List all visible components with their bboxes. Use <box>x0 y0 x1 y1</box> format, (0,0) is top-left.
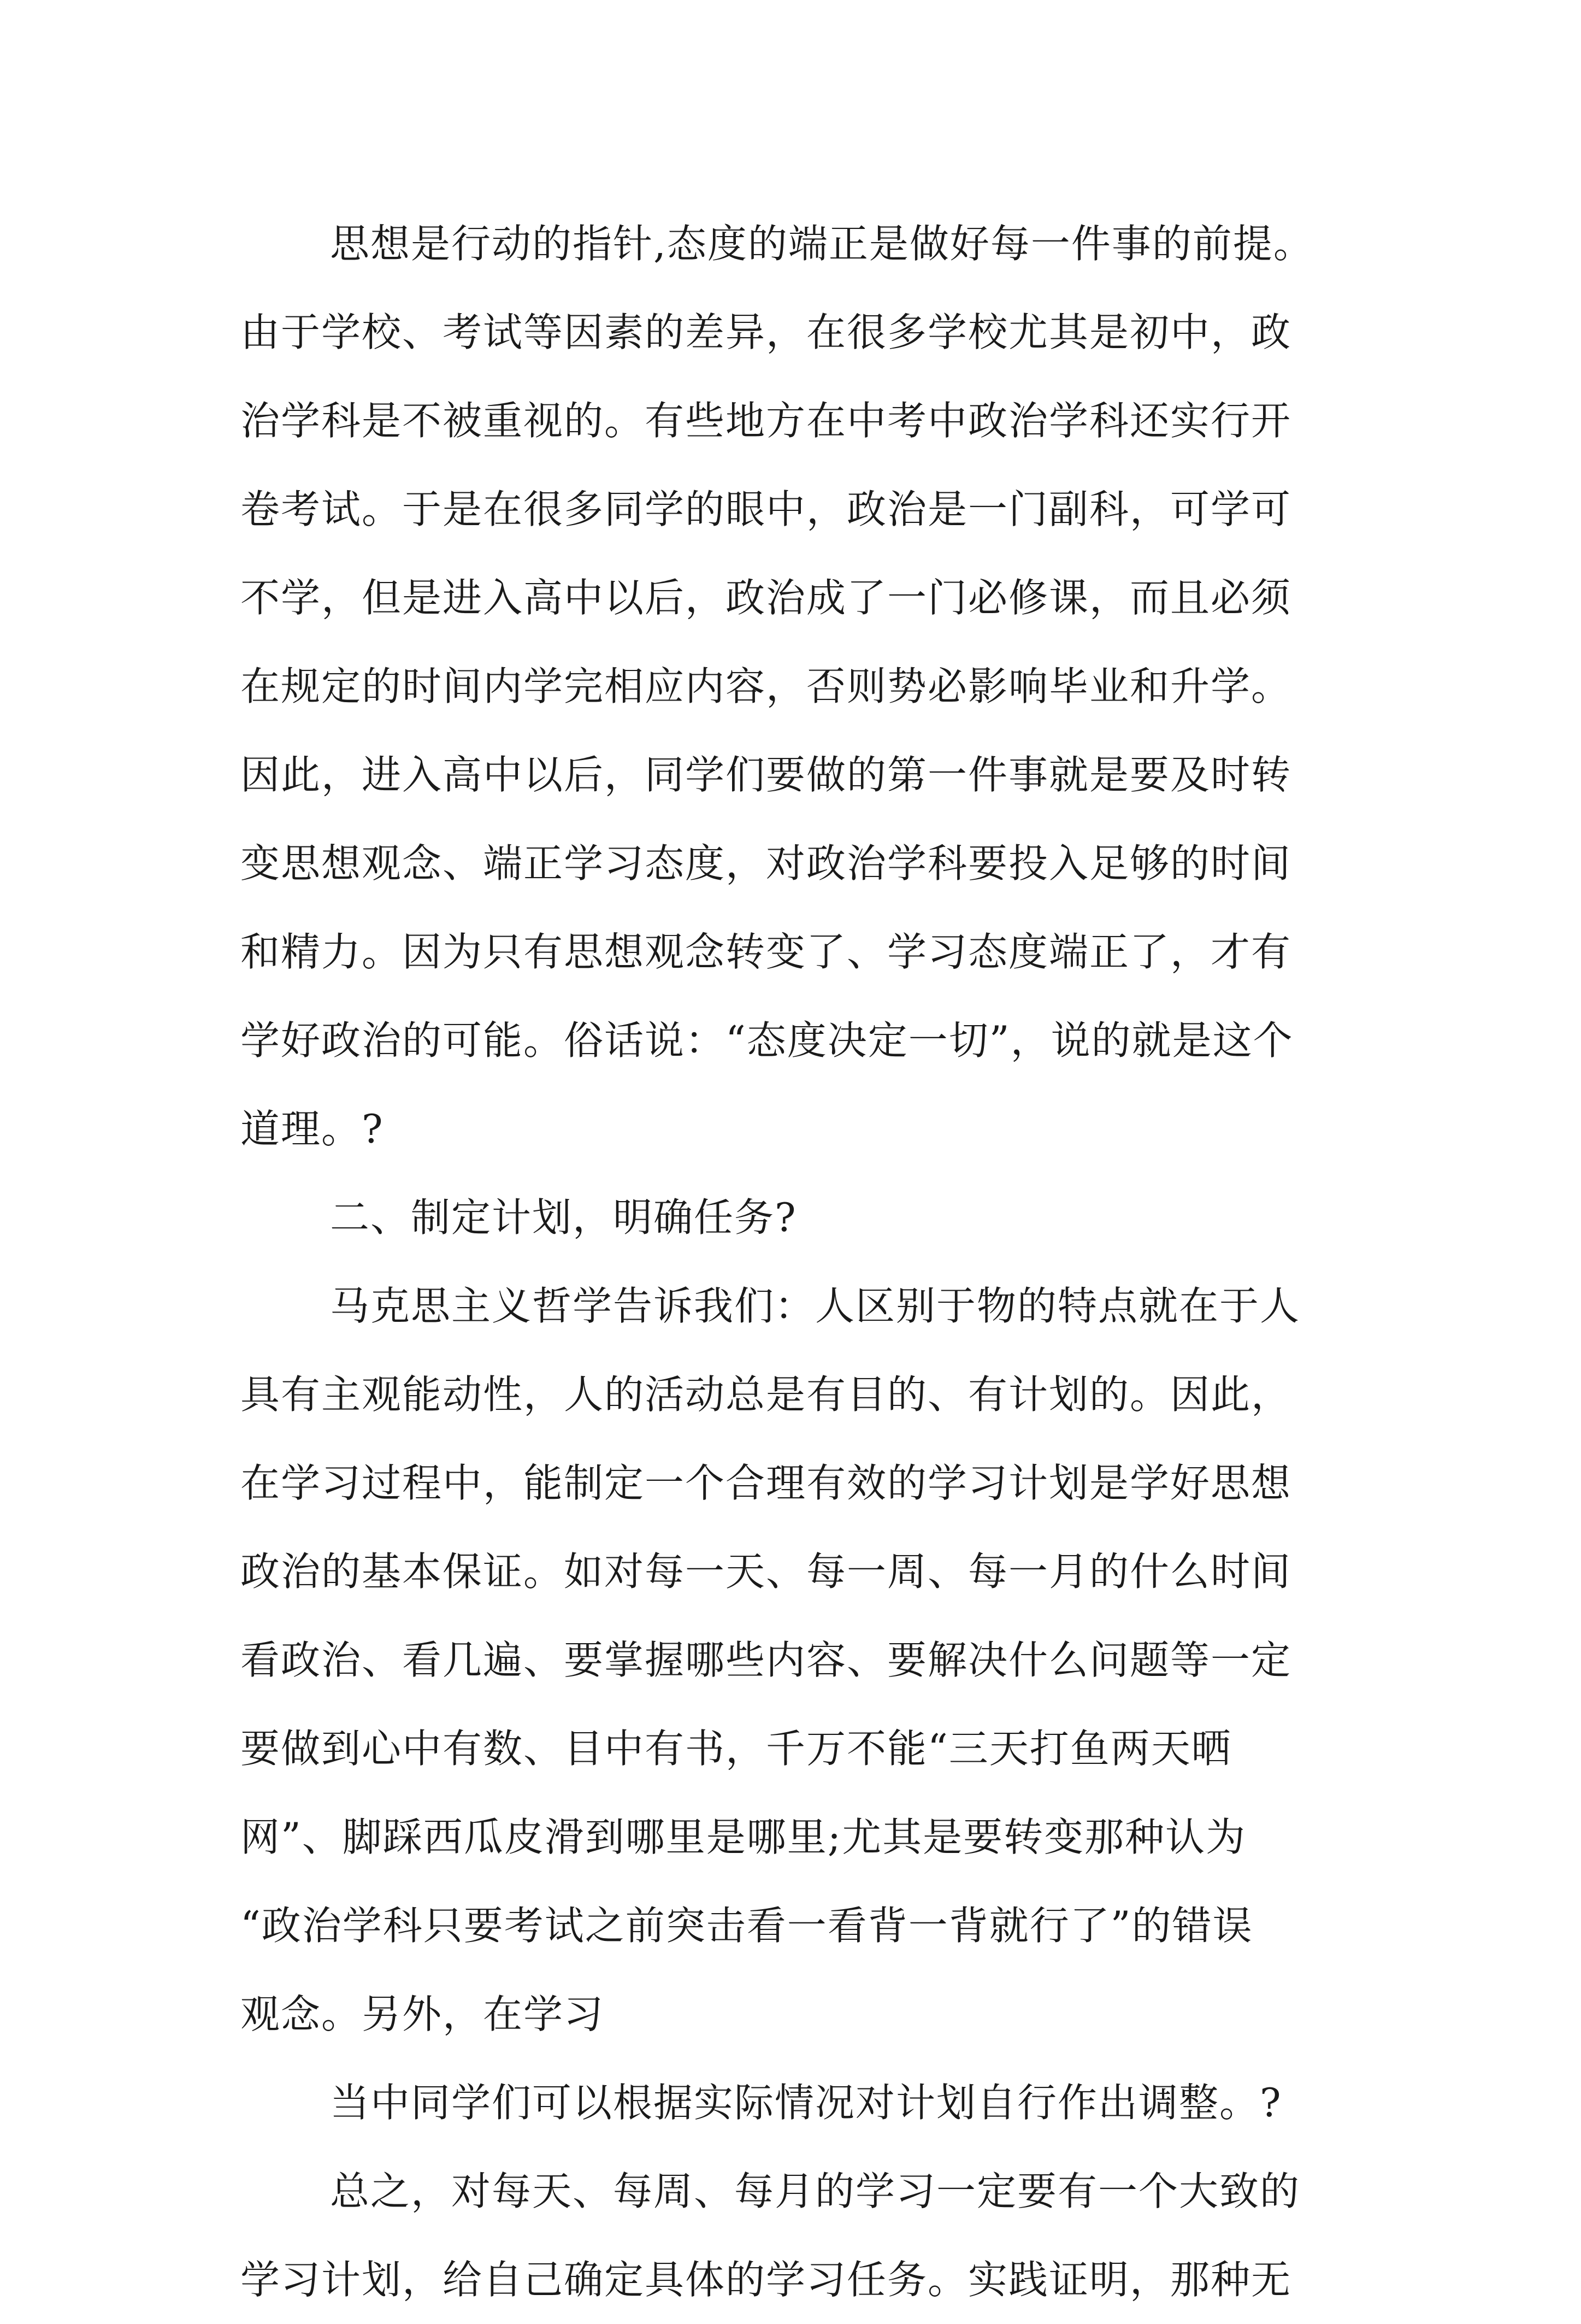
text-line: 因此，进入高中以后，同学们要做的第一件事就是要及时转 <box>240 752 1292 798</box>
text-line: 道理。? <box>240 1106 384 1152</box>
text-line: 在规定的时间内学完相应内容，否则势必影响毕业和升学。 <box>240 663 1292 709</box>
text-line: 思想是行动的指针,态度的端正是做好每一件事的前提。 <box>330 221 1314 267</box>
text-line: 马克思主义哲学告诉我们：人区别于物的特点就在于人 <box>330 1283 1301 1329</box>
text-line: 网”、脚踩西瓜皮滑到哪里是哪里;尤其是要转变那种认为 <box>240 1814 1247 1860</box>
text-line: 学好政治的可能。俗话说：“态度决定一切”，说的就是这个 <box>240 1017 1294 1063</box>
text-line: “政治学科只要考试之前突击看一看背一背就行了”的错误 <box>240 1903 1253 1949</box>
section-heading: 二、制定计划，明确任务? <box>330 1195 797 1240</box>
text-line: 和精力。因为只有思想观念转变了、学习态度端正了，才有 <box>240 929 1292 975</box>
text-line: 政治的基本保证。如对每一天、每一周、每一月的什么时间 <box>240 1549 1292 1595</box>
text-line: 总之，对每天、每周、每月的学习一定要有一个大致的 <box>330 2168 1301 2214</box>
text-line: 具有主观能动性，人的活动总是有目的、有计划的。因此， <box>240 1372 1292 1417</box>
text-line: 看政治、看几遍、要掌握哪些内容、要解决什么问题等一定 <box>240 1637 1292 1683</box>
text-line: 学习计划，给自己确定具体的学习任务。实践证明，那种无 <box>240 2257 1292 2303</box>
text-line: 要做到心中有数、目中有书，千万不能“三天打鱼两天晒 <box>240 1726 1232 1772</box>
text-line: 不学，但是进入高中以后，政治成了一门必修课，而且必须 <box>240 575 1292 621</box>
text-line: 观念。另外，在学习 <box>240 1991 605 2037</box>
text-line: 变思想观念、端正学习态度，对政治学科要投入足够的时间 <box>240 840 1292 886</box>
document-body <box>240 199 1404 2324</box>
text-line: 当中同学们可以根据实际情况对计划自行作出调整。? <box>330 2080 1282 2126</box>
text-line: 在学习过程中，能制定一个合理有效的学习计划是学好思想 <box>240 1460 1292 1506</box>
text-line: 由于学校、考试等因素的差异，在很多学校尤其是初中，政 <box>240 309 1292 355</box>
text-line: 卷考试。于是在很多同学的眼中，政治是一门副科，可学可 <box>240 486 1292 532</box>
text-line: 治学科是不被重视的。有些地方在中考中政治学科还实行开 <box>240 398 1292 444</box>
